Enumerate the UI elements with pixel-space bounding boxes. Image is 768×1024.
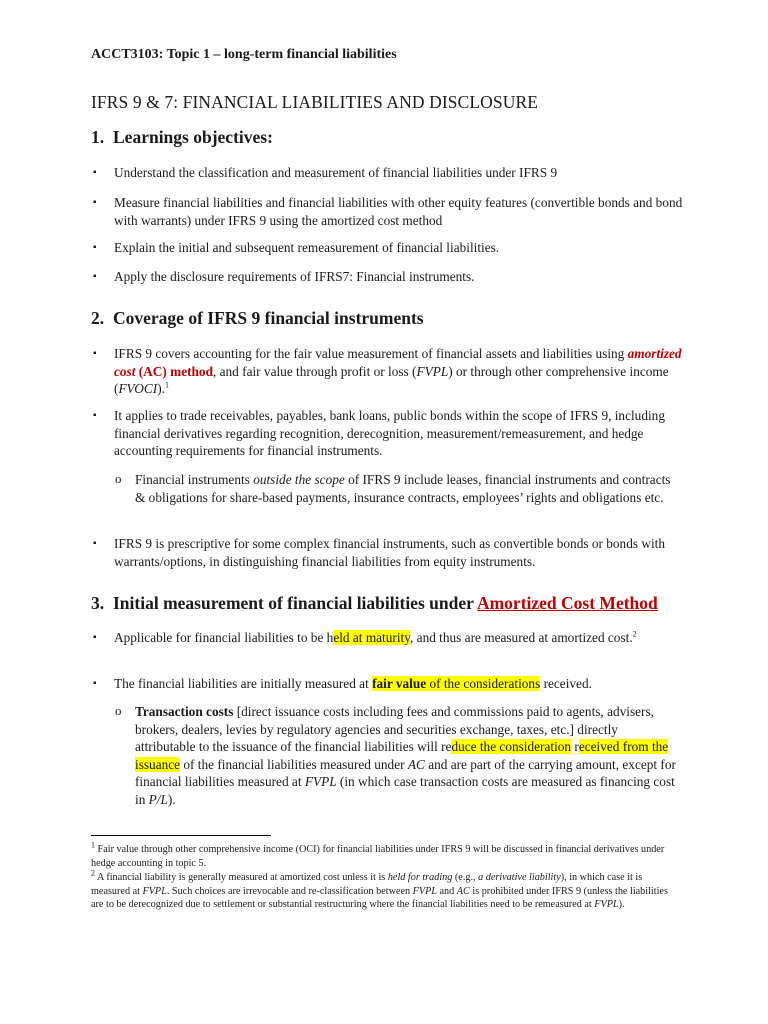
- amortized-cost-method-title: Amortized Cost Method: [476, 593, 658, 613]
- bullet-icon: ▪: [93, 632, 97, 643]
- bullet-icon: ▪: [93, 538, 97, 549]
- section-2-heading: 2. Coverage of IFRS 9 financial instruments: [91, 308, 424, 328]
- circle-bullet-icon: o: [115, 703, 122, 718]
- footnote-ref: 2: [632, 629, 637, 639]
- amortized-cost-term: amortized cost: [114, 346, 682, 379]
- footnote-divider: [91, 835, 271, 836]
- bullet-icon: ▪: [93, 197, 97, 208]
- document-title: IFRS 9 & 7: FINANCIAL LIABILITIES AND DISCLOSURE: [91, 92, 539, 112]
- bullet-icon: ▪: [93, 271, 97, 282]
- document-page: ACCT3103: Topic 1 – long-term financial liabilities IFRS 9 & 7: FINANCIAL LIABILITIES AND DISCLOSURE 1. Learnings objectives: ▪ Understand the classification and measurement of financial liabilities under IFRS 9 ▪ Measure financial liabilities and financial liabilities with other equity features (convertible bonds and bond with warrants) under IFRS 9 using the amortized cost method ▪ Explain the initial and subsequent remeasurement of financial liabilities. ▪ Apply the disclosure requirements of IFRS7: Financial instruments. 2. Coverage of IFRS 9 financial instruments ▪ IFRS 9 covers accounting for the fair value measurement of financial assets and liabilities using amortized cost (AC) method, and fair value through profit or loss (FVPL) or through other comprehensive income (FVOCI).$^1$ ▪ It applies to trade receivables, payables, bank loans, public bonds within the scope of IFRS 9, including financial derivatives regarding recognition, derecognition, measurement/remeasurement, and hedge accounting requirements for financial instruments. o Financial instruments outside the scope of IFRS 9 include leases, financial instruments and contracts & obligations for share-based payments, insurance contracts, employees’ rights and obligations etc. ▪ IFRS 9 is prescriptive for some complex financial instruments, such as convertible bonds or bonds with warrants/options, in distinguishing financial liabilities from equity instruments. 3. Initial measurement of financial liabilities under Amortized Cost Method ▪ Applicable for financial liabilities to be held at maturity, and thus are measured at amortized cost.$^2$ ▪ The financial liabilities are initially measured at fair value of the considerations received. o Transaction costs [direct issuance costs including fees and commissions paid to agents, advisers, brokers, dealers, levies by regulatory agencies and securities exchange, taxes, etc.] directly attributable to the issuance of the financial liabilities will reduce the consideration received from the issuance of the financial liabilities measured under AC and are part of the carrying amount, except for financial liabilities measured at FVPL (in which case transaction costs are measured as financing cost in P/L). $^1$ Fair value through other comprehensive income (OCI) for financial liabilities under IFRS 9 will be discussed in financial derivatives under hedge accounting in topic 5. $^2$ A financial liability is generally measured at amortized cost unless it is held for trading (e.g., a derivative liability), in which case it is measured at FVPL. Such choices are irrevocable and re-classification between FVPL and AC is prohibited under IFRS 9 (unless the liabilities are to be derecognized due to settlement or substantial restructuring where the financial liabilities need to be remeasured at FVPL).: [91, 47, 683, 910]
- section-1-heading: 1. Learnings objectives:: [91, 127, 273, 147]
- footnote-2: $^2$ A financial liability is generally measured at amortized cost unless it is held for trading (e.g., a derivative liability), in which case it is measured at FVPL. Such choices are irrevocable and re-classification between FVPL and AC is prohibited under IFRS 9 (unless the liabilities are to be derecognized due to settlement or substantial restructuring where the financial liabilities need to be remeasured at FVPL).: [91, 868, 668, 910]
- bullet-icon: ▪: [93, 167, 97, 178]
- bullet-icon: ▪: [93, 242, 97, 253]
- bullet-icon: ▪: [93, 348, 97, 359]
- course-header: ACCT3103: Topic 1 – long-term financial liabilities: [91, 47, 397, 62]
- footnote-ref: 1: [164, 380, 169, 390]
- section-3-heading: 3. Initial measurement of financial liabilities under Amortized Cost Method: [91, 593, 658, 613]
- circle-bullet-icon: o: [115, 471, 122, 486]
- footnote-1: $^1$ Fair value through other comprehensive income (OCI) for financial liabilities under IFRS 9 will be discussed in financial derivatives under hedge accounting in topic 5.: [91, 840, 665, 869]
- bullet-icon: ▪: [93, 678, 97, 689]
- bullet-icon: ▪: [93, 410, 97, 421]
